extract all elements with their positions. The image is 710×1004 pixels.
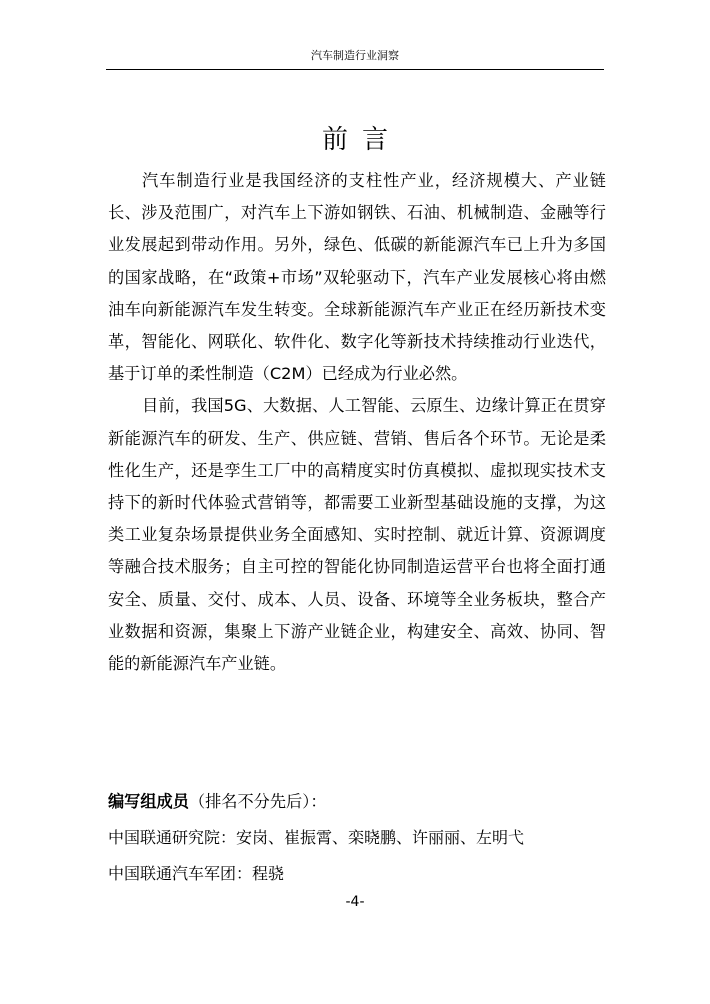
author-group — [108, 789, 606, 887]
paragraph-1: 汽车制造行业是我国经济的支柱性产业，经济规模大、产业链长、涉及范围广，对汽车上下游如钢铁、石油、机械制造、金融等行业发展起到带动作用。另外，绿色、低碳的新能源汽车已上升为多国的国家战略，在“政策+市场”双轮驱动下，汽车产业发展核心将由燃油车向新能源汽车发生转变。全球新能源汽车产业正在经历新技术变革，智能化、网联化、软件化、数字化等新技术持续推动行业迭代，基于订单的柔性制造（C2M）已经成为行业必然。 — [108, 171, 606, 384]
author-line-research-institute: 中国联通研究院：安岗、崔振霄、栾晓鹏、许丽丽、左明弋 — [108, 828, 525, 847]
page-header — [0, 0, 710, 70]
author-group-heading — [108, 789, 606, 815]
running-header-title: 汽车制造行业洞察 — [311, 49, 399, 62]
preface-body — [108, 165, 606, 680]
author-group-label: 编写组成员 — [108, 792, 189, 811]
section-title: 前言 — [321, 125, 402, 155]
author-group-note: （排名不分先后）： — [188, 792, 327, 811]
header-divider — [106, 69, 604, 70]
author-line-automotive-unit: 中国联通汽车军团：程骁 — [108, 864, 285, 883]
paragraph-2: 目前，我国5G、大数据、人工智能、云原生、边缘计算正在贯穿新能源汽车的研发、生产、供应链、营销、售后各个环节。无论是柔性化生产，还是孪生工厂中的高精度实时仿真模拟、虚拟现实技术支持下的新时代体验式营销等，都需要工业新型基础设施的支撑，为这类工业复杂场景提供业务全面感知、实时控制、就近计算、资源调度等融合技术服务；自主可控的智能化协同制造运营平台也将全面打通安全、质量、交付、成本、人员、设备、环境等全业务板块，整合产业数据和资源，集聚上下游产业链企业，构建安全、高效、协同、智能的新能源汽车产业链。 — [108, 396, 606, 674]
page-number: -4- — [345, 894, 365, 910]
